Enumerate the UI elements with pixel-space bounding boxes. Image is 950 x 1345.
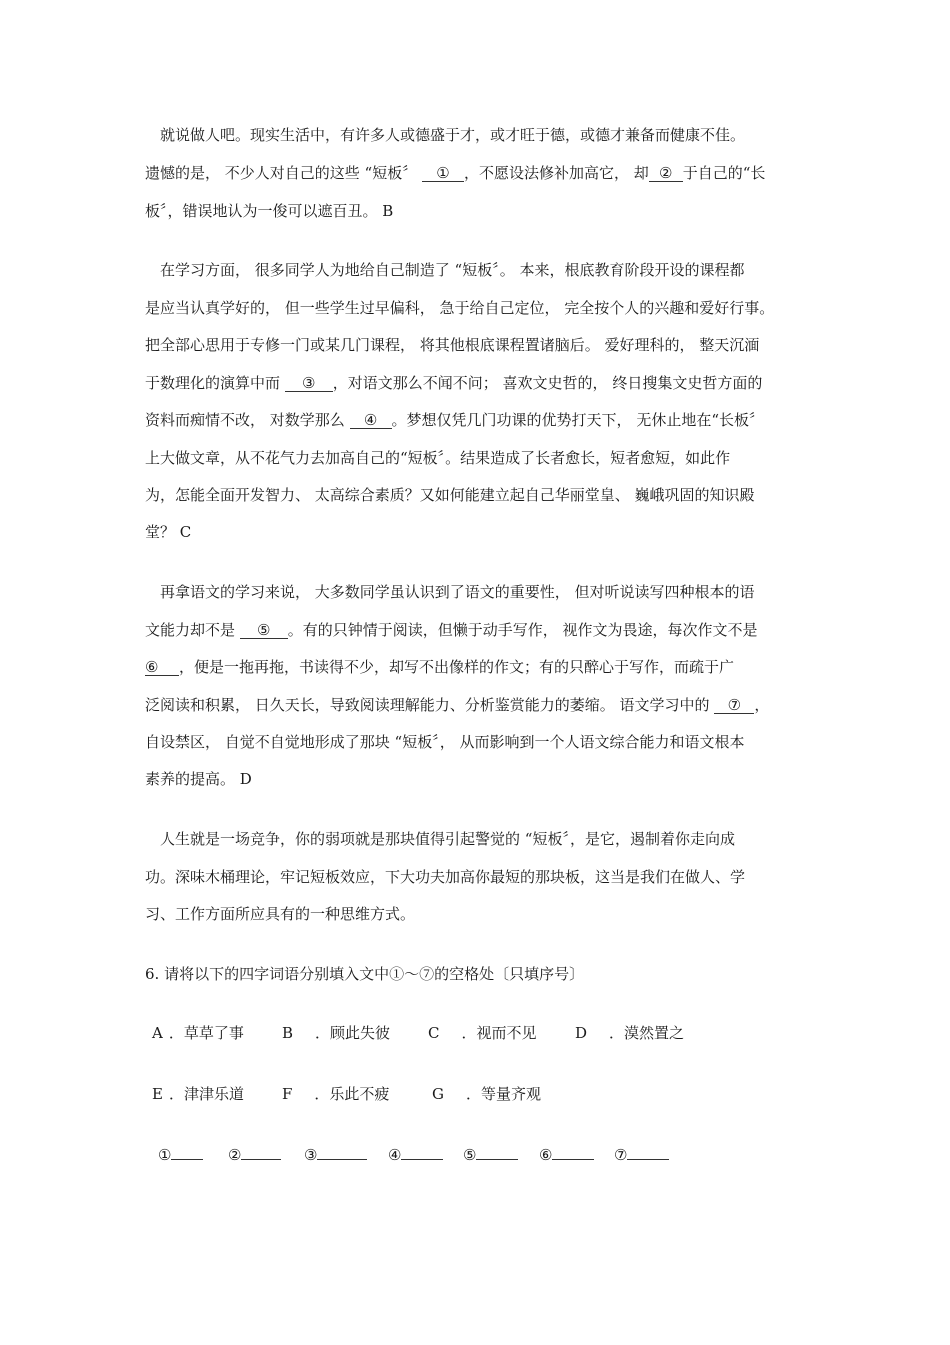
p3-line-5: 自设禁区， 自觉不自觉地形成了那块 “短板〞， 从而影响到一个人语文综合能力和语文根本 <box>145 733 745 751</box>
blank-3[interactable]: ③ <box>285 375 333 392</box>
answer-slot-1[interactable] <box>158 1145 203 1165</box>
answer-label: ② <box>228 1146 242 1164</box>
answer-slot-2[interactable] <box>228 1145 281 1165</box>
p1-line-2 <box>145 163 765 183</box>
option-text: ．津津乐道 <box>168 1085 244 1103</box>
option-a[interactable] <box>152 1023 244 1043</box>
text: 。有的只钟情于阅读，但懒于动手写作， 视作文为畏途，每次作文不是 <box>287 621 758 639</box>
p3-line-2 <box>145 620 758 640</box>
answer-line[interactable] <box>317 1145 367 1160</box>
p1-line-3: 板〞，错误地认为一俊可以遮百丑。 B <box>145 202 394 220</box>
p2-line-8: 堂？ C <box>145 523 192 541</box>
option-f[interactable] <box>282 1084 389 1104</box>
blank-7[interactable]: ⑦ <box>714 697 754 714</box>
answer-slot-3[interactable] <box>304 1145 367 1165</box>
option-letter: B <box>282 1024 294 1042</box>
option-text: ．顾此失彼 <box>315 1024 391 1042</box>
p4-line-2: 功。深味木桶理论，牢记短板效应，下大功夫加高你最短的那块板，这当是我们在做人、学 <box>145 868 746 886</box>
option-text: ．视而不见 <box>461 1024 537 1042</box>
p3-line-6: 素养的提高。 D <box>145 770 252 788</box>
p3-line-4 <box>145 695 769 715</box>
text: 于自己的“长 <box>682 164 766 182</box>
p4-line-3: 习、工作方面所应具有的一种思维方式。 <box>145 905 416 923</box>
option-text: ．乐此不疲 <box>314 1085 390 1103</box>
blank-5[interactable]: ⑤ <box>240 622 288 639</box>
answer-line[interactable] <box>627 1145 669 1160</box>
option-letter: F <box>282 1085 293 1103</box>
option-g[interactable] <box>432 1084 541 1104</box>
option-text: ．漠然置之 <box>609 1024 685 1042</box>
option-letter: D <box>575 1024 588 1042</box>
p4-line-1: 人生就是一场竞争，你的弱项就是那块值得引起警觉的 “短板〞，是它，遏制着你走向成 <box>160 830 735 848</box>
text: 。梦想仅凭几门功课的优势打天下， 无休止地在“长板〞 <box>391 411 764 429</box>
answer-label: ⑥ <box>539 1146 553 1164</box>
answer-slot-5[interactable] <box>463 1145 518 1165</box>
p2-line-6: 上大做文章，从不花气力去加高自己的“短板〞。结果造成了长者愈长，短者愈短，如此作 <box>145 449 731 467</box>
text: 文能力却不是 <box>145 621 240 639</box>
p3-line-3 <box>145 657 734 677</box>
option-e[interactable] <box>152 1084 244 1104</box>
option-letter: G <box>432 1085 444 1103</box>
blank-1[interactable]: ① <box>422 165 464 182</box>
text: ，便是一拖再拖，书读得不少，却写不出像样的作文；有的只醉心于写作，而疏于广 <box>179 658 735 676</box>
answer-slot-6[interactable] <box>539 1145 594 1165</box>
blank-2[interactable]: ② <box>649 165 683 182</box>
option-letter: E <box>152 1085 163 1103</box>
p2-line-3: 把全部心思用于专修一门或某几门课程， 将其他根底课程置诸脑后。 爱好理科的， 整天沉湎 <box>145 336 760 354</box>
p2-line-5 <box>145 410 764 430</box>
blank-4[interactable]: ④ <box>350 412 392 429</box>
answer-line[interactable] <box>171 1145 203 1160</box>
option-d[interactable] <box>575 1023 684 1043</box>
text: ，不愿设法修补加高它， 却 <box>463 164 649 182</box>
answer-slot-7[interactable] <box>614 1145 669 1165</box>
answer-line[interactable] <box>241 1145 281 1160</box>
answer-label: ⑤ <box>463 1146 477 1164</box>
option-letter: A <box>152 1024 163 1042</box>
p2-line-7: 为，怎能全面开发智力、 太高综合素质？又如何能建立起自己华丽堂皇、 巍峨巩固的知识殿 <box>145 486 755 504</box>
answer-label: ⑦ <box>614 1146 628 1164</box>
answer-label: ③ <box>304 1146 318 1164</box>
answer-line[interactable] <box>401 1145 443 1160</box>
answer-slot-4[interactable] <box>388 1145 443 1165</box>
blank-6[interactable]: ⑥ <box>145 659 179 676</box>
text: 遗憾的是， 不少人对自己的这些 “短板〞 <box>145 164 422 182</box>
answer-line[interactable] <box>552 1145 594 1160</box>
option-letter: C <box>428 1024 440 1042</box>
text: 资料而痴情不改， 对数学那么 <box>145 411 350 429</box>
text: 于数理化的演算中而 <box>145 374 285 392</box>
answer-line[interactable] <box>476 1145 518 1160</box>
option-text: ．草草了事 <box>168 1024 244 1042</box>
option-text: ．等量齐观 <box>465 1085 541 1103</box>
p1-line-1: 就说做人吧。现实生活中，有许多人或德盛于才，或才旺于德，或德才兼备而健康不佳。 <box>160 126 746 144</box>
option-b[interactable] <box>282 1023 390 1043</box>
p2-line-2: 是应当认真学好的， 但一些学生过早偏科， 急于给自己定位， 完全按个人的兴趣和爱好行事。 <box>145 299 775 317</box>
answer-label: ① <box>158 1146 172 1164</box>
text: 泛阅读和积累， 日久天长，导致阅读理解能力、分析鉴赏能力的萎缩。 语文学习中的 <box>145 696 715 714</box>
text: ，对语文那么不闻不问； 喜欢文史哲的， 终日搜集文史哲方面的 <box>332 374 763 392</box>
option-c[interactable] <box>428 1023 537 1043</box>
p2-line-1: 在学习方面， 很多同学人为地给自己制造了 “短板〞。 本来，根底教育阶段开设的课程都 <box>160 261 745 279</box>
answer-label: ④ <box>388 1146 402 1164</box>
p3-line-1: 再拿语文的学习来说， 大多数同学虽认识到了语文的重要性， 但对听说读写四种根本的语 <box>160 583 755 601</box>
text: ， <box>754 696 770 714</box>
question-title: 6. 请将以下的四字词语分别填入文中①～⑦的空格处〔只填序号〕 <box>145 965 585 983</box>
p2-line-4 <box>145 373 762 393</box>
